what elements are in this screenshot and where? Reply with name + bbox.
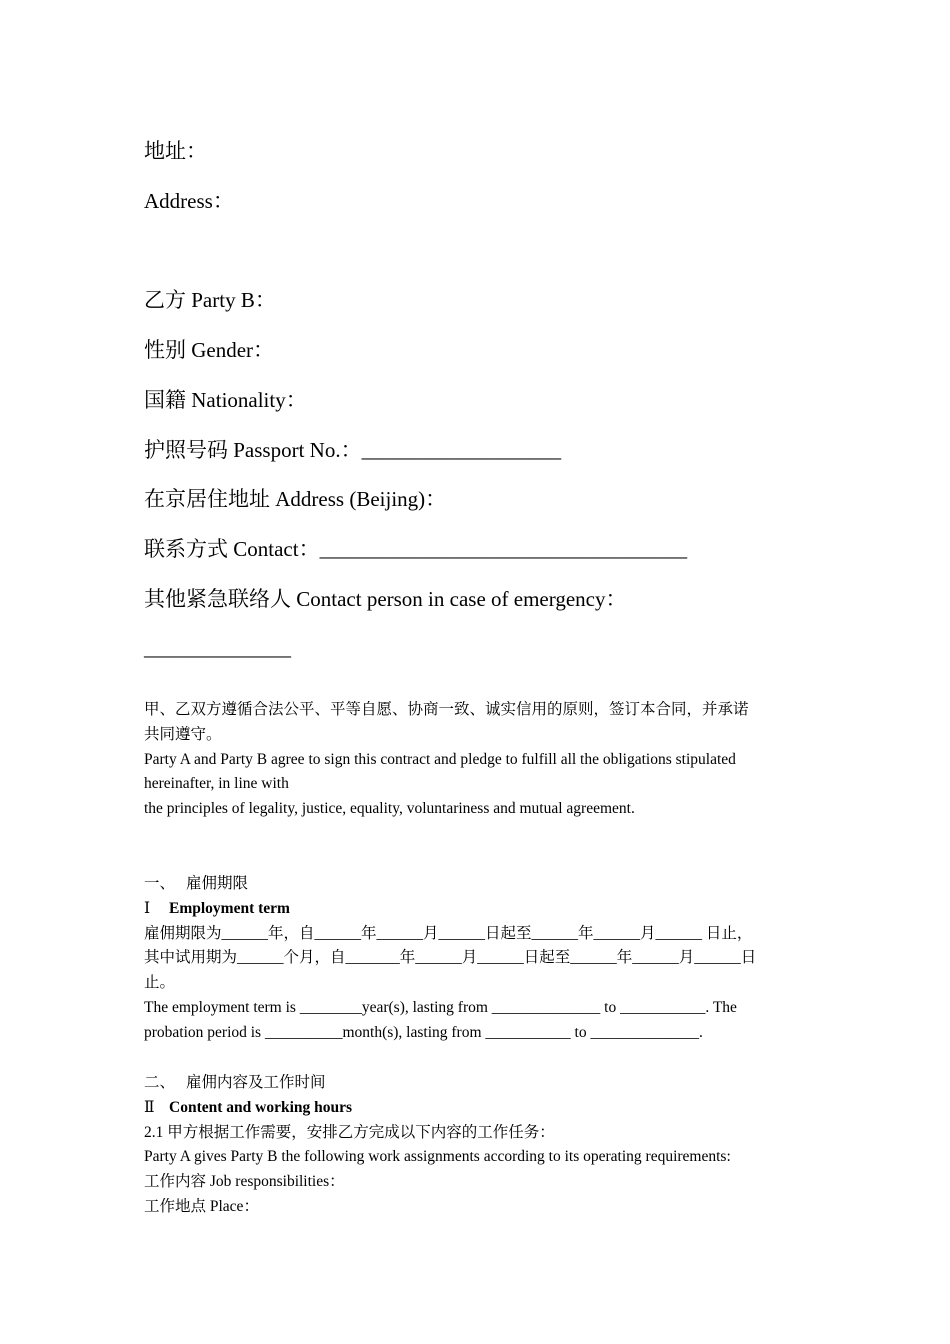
party-b-emergency-blank: ______________: [144, 636, 291, 660]
section2-heading-en: [144, 1096, 824, 1121]
party-a-address-cn: 地址：: [144, 139, 207, 163]
section1-heading-cn: [144, 872, 824, 897]
section1-cn-number: 一、: [144, 875, 176, 892]
preamble-en-line: Party A and Party B agree to sign this contract and pledge to fulfill all the obligations stipulated: [144, 750, 736, 768]
section2-line: 工作内容 Job responsibilities：: [144, 1173, 345, 1191]
party-b-title: 乙方 Party B：: [144, 288, 276, 312]
section1-cn-title: 雇佣期限: [186, 875, 249, 892]
section1-en-number: Ⅰ: [144, 899, 151, 917]
preamble-en-line: the principles of legality, justice, equality, voluntariness and mutual agreement.: [144, 800, 635, 818]
preamble: [144, 698, 824, 822]
section1-en-title: Employment term: [169, 899, 290, 917]
section2-en-title: Content and working hours: [169, 1098, 353, 1116]
party-a-address-en: Address：: [144, 189, 234, 213]
section-content-hours: [144, 1071, 824, 1220]
section2-line: 工作地点 Place：: [144, 1197, 259, 1215]
party-b-nationality: 国籍 Nationality：: [144, 388, 307, 412]
section2-cn-number: 二、: [144, 1074, 176, 1091]
preamble-cn-line: 共同遵守。: [144, 725, 222, 743]
section1-en-line: The employment term is ________year(s), lasting from ______________ to ___________. The: [144, 998, 737, 1016]
section1-heading-en: [144, 897, 824, 922]
section1-en-line: probation period is __________month(s), lasting from ___________ to ______________.: [144, 1023, 703, 1041]
section2-heading-cn: [144, 1071, 824, 1096]
section1-cn-line: 其中试用期为______个月，自_______年______月______日起至______年______月______日: [144, 949, 757, 967]
section2-line: Party A gives Party B the following work assignments according to its operating requirements:: [144, 1148, 731, 1166]
section2-en-number: Ⅱ: [144, 1098, 155, 1116]
section1-cn-line: 雇佣期限为______年，自______年______月______日起至______年______月______ 日止，: [144, 924, 753, 942]
party-b-emergency: 其他紧急联络人 Contact person in case of emergency：: [144, 587, 627, 611]
party-b-passport: 护照号码 Passport No.：___________________: [144, 438, 562, 462]
party-b-address-beijing: 在京居住地址 Address (Beijing)：: [144, 487, 447, 511]
party-b-contact: 联系方式 Contact：___________________________________: [144, 537, 688, 561]
section1-cn-line: 止。: [144, 974, 176, 992]
party-b-gender: 性别 Gender：: [144, 338, 275, 362]
preamble-en-line: hereinafter, in line with: [144, 775, 289, 793]
section-employment-term: [144, 872, 824, 1046]
section2-line: 2.1 甲方根据工作需要，安排乙方完成以下内容的工作任务：: [144, 1123, 555, 1141]
section2-cn-title: 雇佣内容及工作时间: [186, 1074, 326, 1091]
preamble-cn-line: 甲、乙双方遵循合法公平、平等自愿、协商一致、诚实信用的原则，签订本合同，并承诺: [144, 701, 749, 718]
